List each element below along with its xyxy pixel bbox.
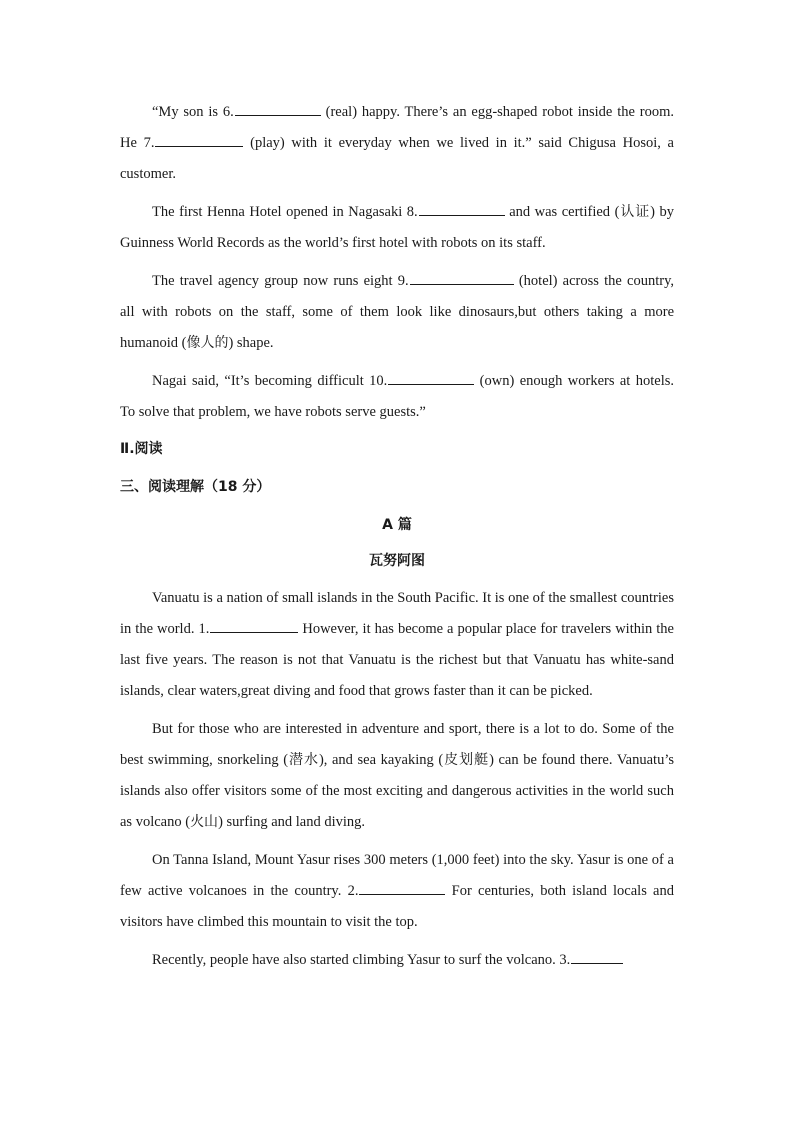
answer-blank-3[interactable] <box>571 948 623 964</box>
text: The travel agency group now runs eight 9. <box>152 273 409 289</box>
text: However, it has become a popular place for travelers within the last five years. The reason is not that Vanuatu is the richest but that Vanuatu has white-sand islands, clear waters,great diving and food that grows faster than it can be picked. <box>120 621 674 699</box>
text: ), and sea kayaking ( <box>318 752 444 768</box>
answer-blank-7[interactable] <box>155 131 243 147</box>
text: Nagai said, “It’s becoming difficult 10. <box>152 373 388 389</box>
passage-label: A 篇 <box>382 517 412 533</box>
text: On Tanna Island, Mount Yasur rises 300 meters (1,000 feet) into the sky. Yasur is one of a few active volcanoes in the country. 2. <box>120 852 674 899</box>
text: (play) with it everyday when we lived in it.” said Chigusa Hosoi, a customer. <box>120 135 674 182</box>
text: and was certified ( <box>504 204 620 220</box>
answer-blank-8[interactable] <box>419 200 505 216</box>
text: Vanuatu is a nation of small islands in the South Pacific. It is one of the smallest countries in the world. 1. <box>120 590 674 637</box>
paragraph-volcano-surf <box>120 945 674 976</box>
text: ) shape. <box>228 335 274 351</box>
gloss-text: 火山 <box>190 814 219 830</box>
gloss-text: 皮划艇 <box>443 752 490 768</box>
gloss-text: 潜水 <box>288 752 319 768</box>
text: (real) happy. There’s an egg-shaped robot inside the room. He 7. <box>120 104 674 151</box>
text: (own) enough workers at hotels. To solve that problem, we have robots serve guests.” <box>120 373 674 420</box>
paragraph-vanuatu-intro <box>120 583 674 707</box>
text: ) by Guinness World Records as the world’s first hotel with robots on its staff. <box>120 204 674 251</box>
answer-blank-10[interactable] <box>388 369 474 385</box>
text: (hotel) across the country, all with robots on the staff, some of them look like dinosaurs,but others taking a more humanoid ( <box>120 273 675 351</box>
paragraph-nagai <box>120 366 674 428</box>
paragraph-adventure <box>120 714 674 838</box>
text: ) can be found there. Vanuatu’s islands also offer visitors some of the most exciting and dangerous activities in the world such as volcano ( <box>120 752 675 830</box>
gloss-text: 像人的 <box>186 335 229 351</box>
text: Recently, people have also started climbing Yasur to surf the volcano. 3. <box>152 952 571 968</box>
answer-blank-2[interactable] <box>359 879 445 895</box>
text: But for those who are interested in adventure and sport, there is a lot to do. Some of the best swimming, snorkeling ( <box>120 721 674 768</box>
gloss-text: 认证 <box>619 204 651 220</box>
text: The first Henna Hotel opened in Nagasaki 8. <box>152 204 418 220</box>
paragraph-henna-hotel <box>120 197 674 259</box>
answer-blank-1[interactable] <box>210 617 298 633</box>
passage-title: 瓦努阿图 <box>369 553 425 569</box>
section-heading-comprehension: 三、阅读理解（18 分） <box>120 479 271 495</box>
answer-blank-6[interactable] <box>235 100 321 116</box>
text: For centuries, both island locals and visitors have climbed this mountain to visit the top. <box>120 883 674 930</box>
paragraph-travel-agency <box>120 266 674 359</box>
section-heading-reading: Ⅱ.阅读 <box>120 441 163 457</box>
document-page <box>120 97 674 983</box>
answer-blank-9[interactable] <box>410 269 514 285</box>
paragraph-tanna-island <box>120 845 674 938</box>
text: “My son is 6. <box>152 104 234 120</box>
text: ) surfing and land diving. <box>218 814 366 830</box>
paragraph-son <box>120 97 674 190</box>
